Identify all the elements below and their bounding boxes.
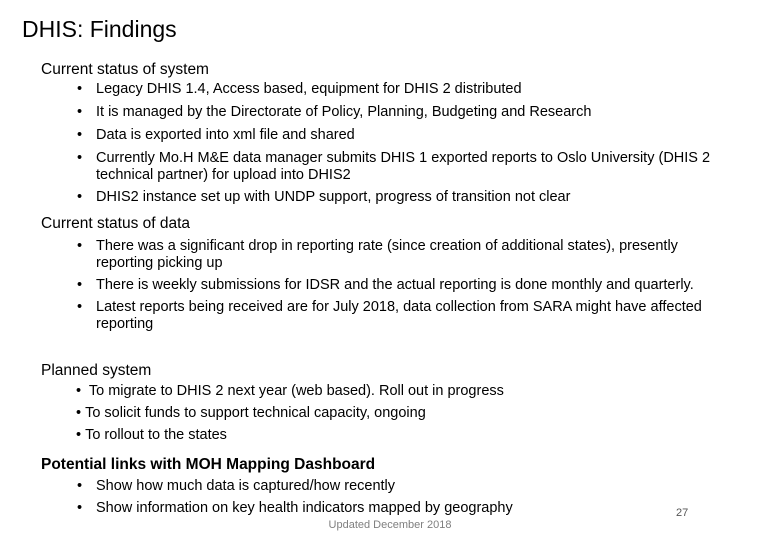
section-potential-links (41, 455, 741, 517)
list-item: • There is weekly submissions for IDSR and the actual reporting is done monthly and quarterly. (41, 277, 711, 294)
section-system-status (41, 60, 741, 206)
section-planned-system (41, 361, 504, 444)
list-item: • Legacy DHIS 1.4, Access based, equipment for DHIS 2 distributed (41, 81, 741, 98)
bullet-list (41, 238, 739, 333)
slide-title: DHIS: Findings (22, 16, 177, 42)
list-item-text: To migrate to DHIS 2 next year (web based). Roll out in progress (85, 383, 504, 399)
list-item: • Show information on key health indicators mapped by geography (41, 500, 661, 517)
bullet-list (41, 383, 504, 444)
section-heading: Potential links with MOH Mapping Dashboard (41, 456, 376, 473)
list-item: • Show how much data is captured/how recently (41, 478, 741, 495)
section-heading: Planned system (41, 362, 152, 379)
list-item: • Latest reports being received are for July 2018, data collection from SARA might have affected reporting (41, 299, 731, 333)
list-item: • Data is exported into xml file and shared (41, 127, 741, 144)
list-item: • There was a significant drop in reporting rate (since creation of additional states), presently reporting picking up (41, 238, 739, 272)
footer-text: Updated December 2018 (328, 519, 452, 531)
bullet-list (41, 81, 741, 206)
list-item: • To solicit funds to support technical capacity, ongoing (76, 405, 426, 421)
list-item: • Currently Mo.H M&E data manager submits DHIS 1 exported reports to Oslo University (DHIS 2 technical partner) for upload into DHIS2 (41, 150, 733, 184)
list-item: • DHIS2 instance set up with UNDP support, progress of transition not clear (41, 189, 741, 206)
list-item-text: To rollout to the states (85, 427, 227, 443)
page-number: 27 (676, 507, 689, 519)
bullet-list (41, 478, 741, 517)
section-data-status (41, 214, 739, 333)
list-item: • It is managed by the Directorate of Policy, Planning, Budgeting and Research (41, 104, 741, 121)
section-heading: Current status of system (41, 61, 209, 78)
list-item-text: To solicit funds to support technical capacity, ongoing (85, 405, 426, 421)
list-item: • To migrate to DHIS 2 next year (web based). Roll out in progress (76, 383, 504, 399)
list-item: • To rollout to the states (76, 427, 227, 443)
section-heading: Current status of data (41, 215, 191, 232)
